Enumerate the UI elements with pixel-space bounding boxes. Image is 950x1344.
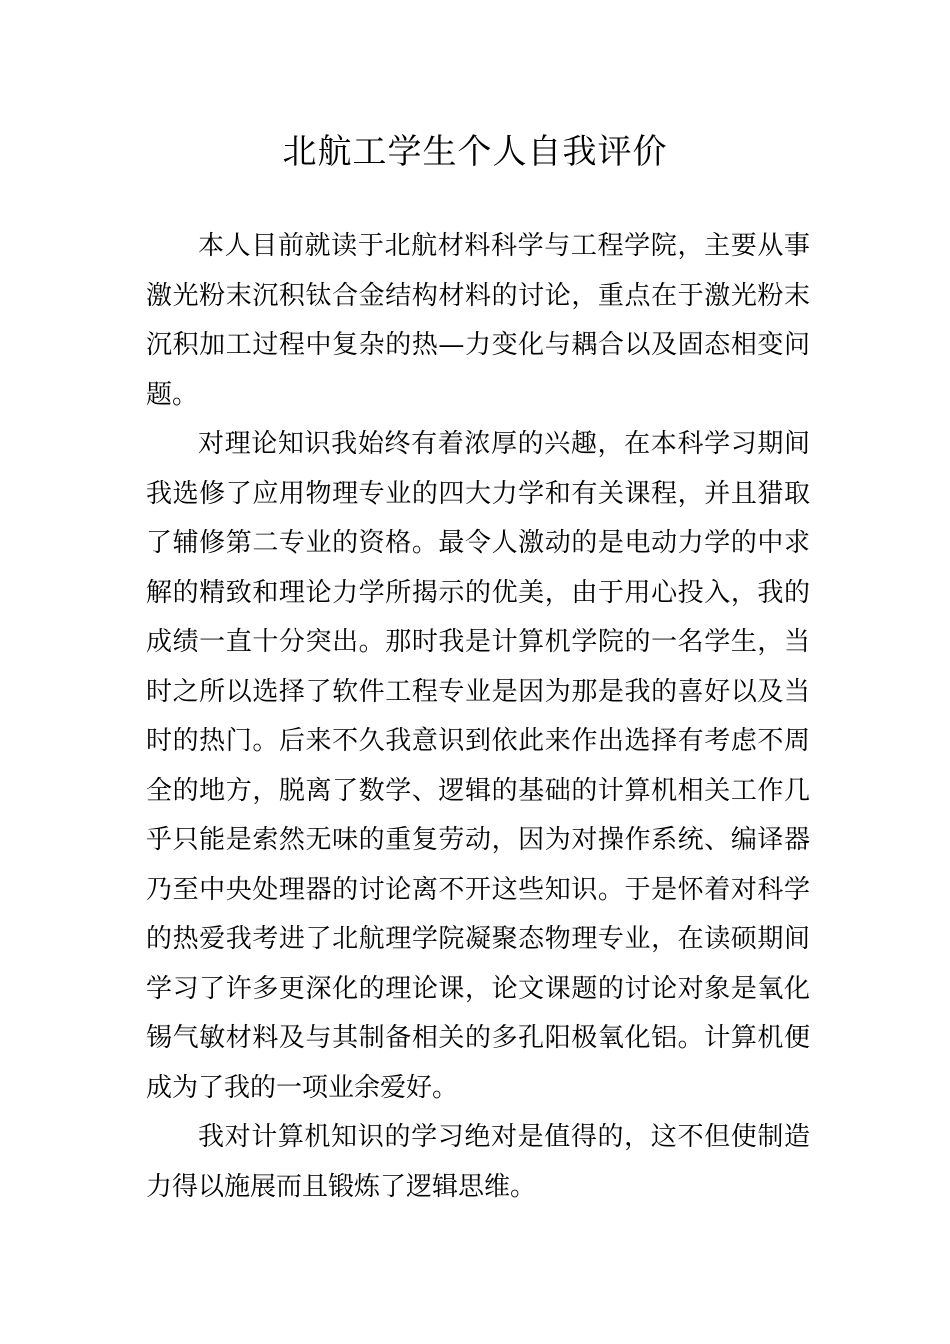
paragraph-research-focus: 本人目前就读于北航材料科学与工程学院，主要从事激光粉末沉积钛合金结构材料的讨论，重点在于激光粉末沉积加工过程中复杂的热—力变化与耦合以及固态相变问题。 (146, 231, 810, 410)
document-body (146, 222, 810, 1212)
paragraph-academic-background: 对理论知识我始终有着浓厚的兴趣，在本科学习期间我选修了应用物理专业的四大力学和有关课程，并且猎取了辅修第二专业的资格。最令人激动的是电动力学的中求解的精致和理论力学所揭示的优美，由于用心投入，我的成绩一直十分突出。那时我是计算机学院的一名学生，当时之所以选择了软件工程专业是因为那是我的喜好以及当时的热门。后来不久我意识到依此来作出选择有考虑不周全的地方，脱离了数学、逻辑的基础的计算机相关工作几乎只能是索然无味的重复劳动，因为对操作系统、编译器乃至中央处理器的讨论离不开这些知识。于是怀着对科学的热爱我考进了北航理学院凝聚态物理专业，在读硕期间学习了许多更深化的理论课，论文课题的讨论对象是氧化锡气敏材料及与其制备相关的多孔阳极氧化铝。计算机便成为了我的一项业余爱好。 (146, 429, 810, 1103)
document-title: 北航工学生个人自我评价 (282, 132, 668, 172)
paragraph-computer-learning: 我对计算机知识的学习绝对是值得的，这不但使制造力得以施展而且锻炼了逻辑思维。 (146, 1122, 810, 1202)
